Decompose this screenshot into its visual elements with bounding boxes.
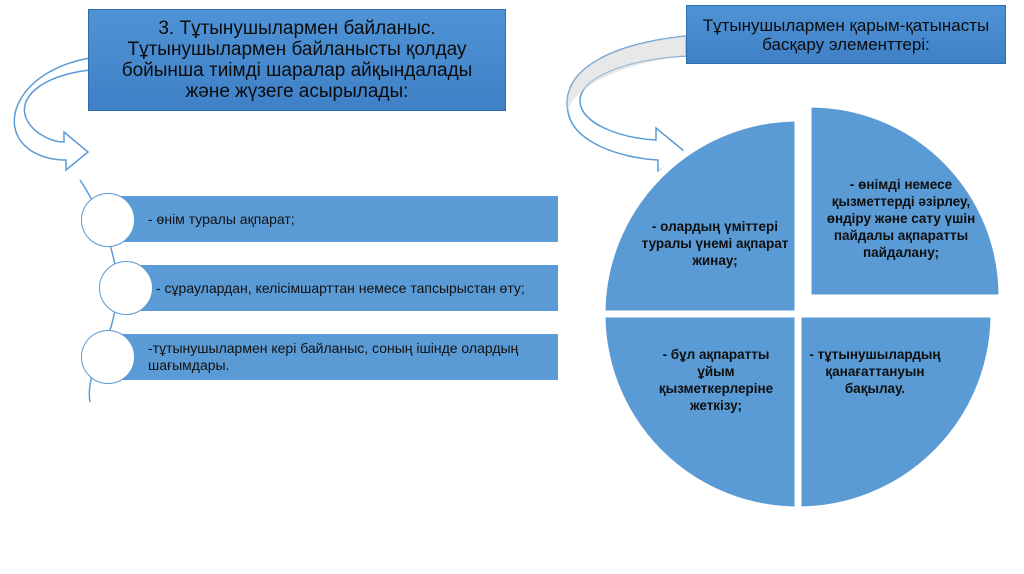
pie-segment-top-left: [602, 118, 798, 314]
pie-label: - бұл ақпаратты ұйым қызметкерлеріне жеткізу;: [658, 347, 774, 413]
list-bullet-icon: [81, 193, 135, 247]
list-item: [104, 334, 558, 380]
list-item: [124, 265, 558, 311]
pie-segment-bottom-right: [798, 314, 994, 510]
left-header-text: 3. Тұтынушылармен байланыс. Тұтынушылармен байланысты қолдау бойынша тиімді шаралар айқындалады және жүзеге асырылады:: [121, 18, 473, 102]
right-header-box: [686, 5, 1006, 64]
left-curved-arrow-icon: [14, 58, 90, 170]
pie-label: - өнімді немесе қызметтерді әзірлеу, өндіру және сату үшін пайдалы ақпаратты пайдалану;: [826, 177, 976, 260]
list-item-text: - сұраулардан, келісімшарттан немесе тапсырыстан өту;: [156, 279, 525, 296]
list-item-text: -тұтынушылармен кері байланыс, соның ішінде олардың шағымдары.: [148, 340, 519, 373]
list-item-text: - өнім туралы ақпарат;: [148, 210, 295, 227]
pie-diagram: [590, 100, 1010, 520]
pie-label: - олардың үміттері туралы үнемі ақпарат жинау;: [641, 219, 789, 268]
left-header-box: [88, 9, 506, 111]
list-bullet-icon: [81, 330, 135, 384]
right-header-text: Тұтынушылармен қарым-қатынасты басқару элементтері:: [702, 15, 990, 54]
pie-label: - тұтынушылардың қанағаттануын бақылау.: [809, 347, 941, 396]
list-item: [104, 196, 558, 242]
list-bullet-icon: [99, 261, 153, 315]
